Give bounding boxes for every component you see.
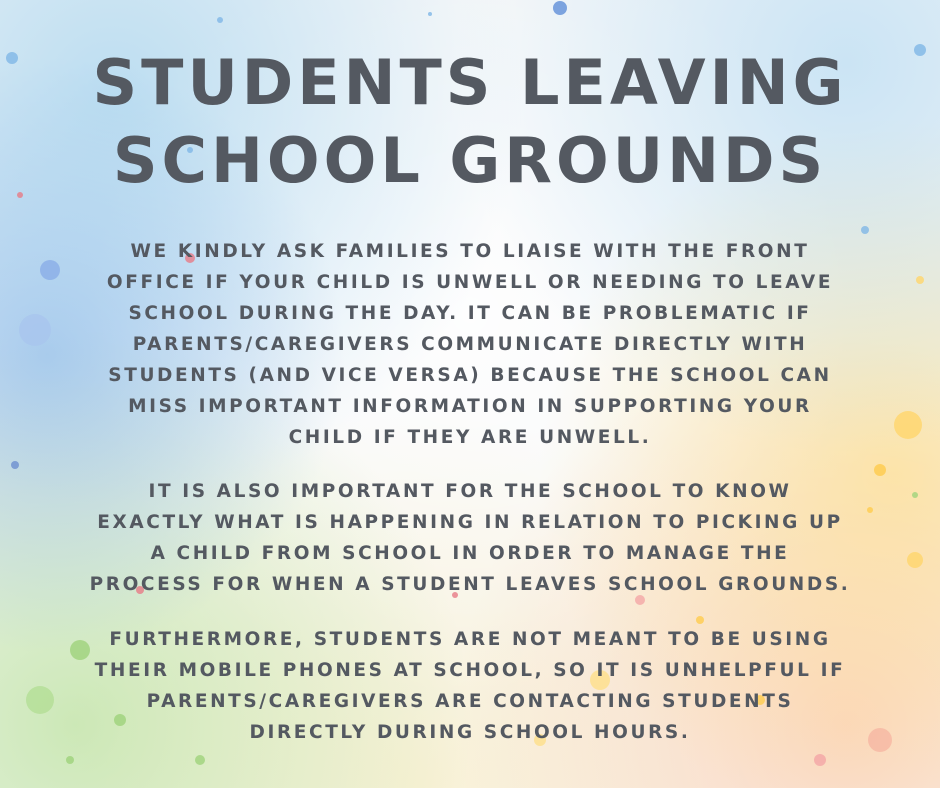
title-line: STUDENTS LEAVING [92,46,848,119]
paragraph-school-needs-to-know [60,476,880,600]
paragraph-liaise-with-front-office [60,236,880,453]
paragraph-line: PROCESS FOR WHEN A STUDENT LEAVES SCHOOL GROUNDS. [89,574,851,595]
paragraph-line: OFFICE IF YOUR CHILD IS UNWELL OR NEEDING TO LEAVE [106,272,834,293]
paragraph-line: FURTHERMORE, STUDENTS ARE NOT MEANT TO BE USING [109,629,831,650]
paragraph-line: THEIR MOBILE PHONES AT SCHOOL, SO IT IS UNHELPFUL IF [94,660,846,681]
title-line: SCHOOL GROUNDS [112,124,828,197]
paragraph-line: IT IS ALSO IMPORTANT FOR THE SCHOOL TO KNOW [148,481,792,502]
flyer-title [40,44,900,200]
paragraph-line: MISS IMPORTANT INFORMATION IN SUPPORTING YOUR [128,396,812,417]
paragraph-line: SCHOOL DURING THE DAY. IT CAN BE PROBLEMATIC IF [128,303,812,324]
paragraph-line: EXACTLY WHAT IS HAPPENING IN RELATION TO PICKING UP [97,512,843,533]
paragraph-line: PARENTS/CAREGIVERS ARE CONTACTING STUDENTS [146,691,794,712]
paragraph-line: STUDENTS (AND VICE VERSA) BECAUSE THE SCHOOL CAN [108,365,832,386]
paragraph-line: WE KINDLY ASK FAMILIES TO LIAISE WITH THE FRONT [130,241,810,262]
paragraph-line: DIRECTLY DURING SCHOOL HOURS. [249,722,691,743]
paragraph-line: A CHILD FROM SCHOOL IN ORDER TO MANAGE THE [150,543,790,564]
paragraph-line: PARENTS/CAREGIVERS COMMUNICATE DIRECTLY WITH [132,334,808,355]
paragraph-mobile-phones [60,624,880,748]
paragraph-line: CHILD IF THEY ARE UNWELL. [288,427,652,448]
